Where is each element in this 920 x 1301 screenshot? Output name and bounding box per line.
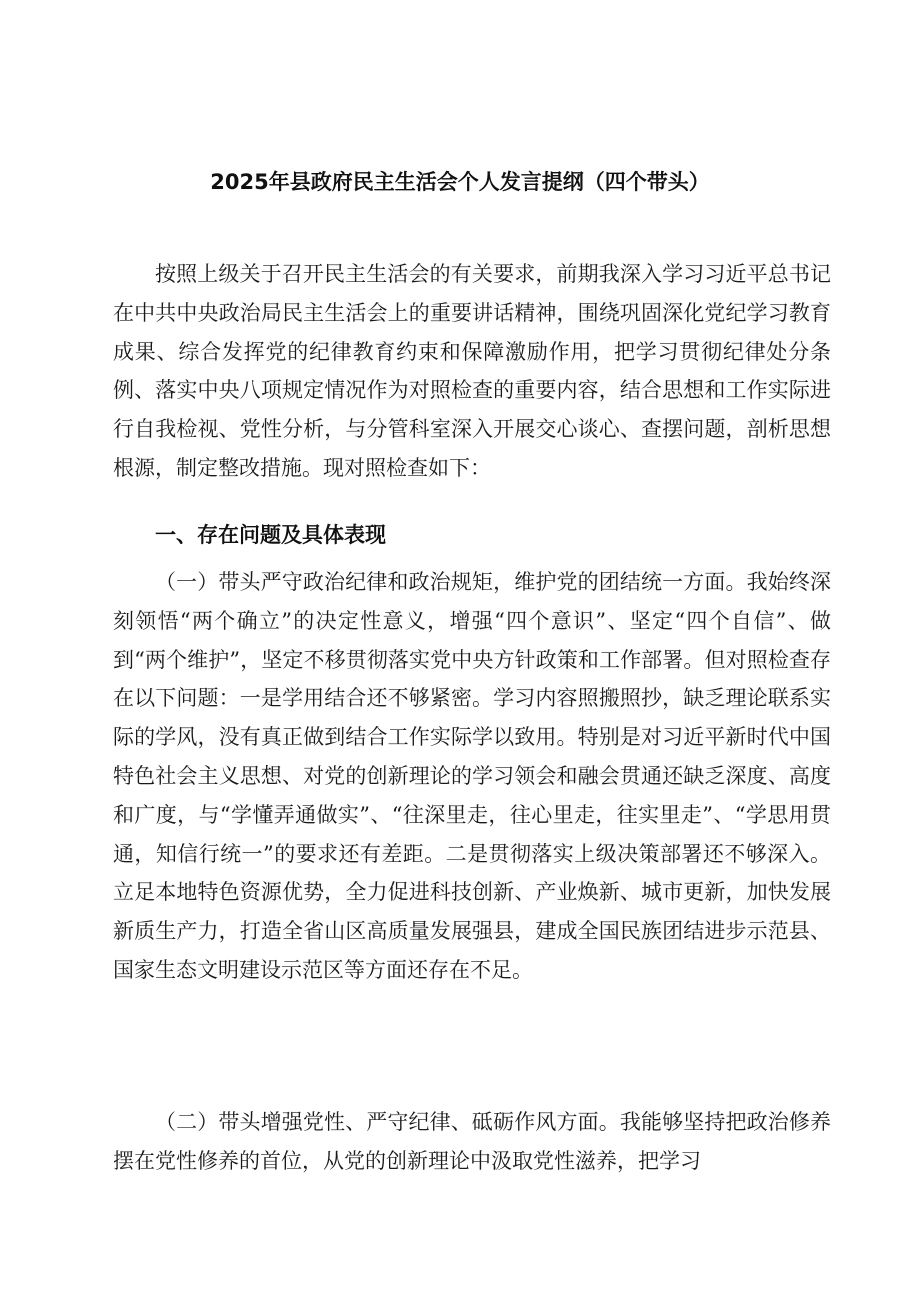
document-title: 2025年县政府民主生活会个人发言提纲（四个带头） [210,170,710,194]
item-paragraph-1: （一）带头严守政治纪律和政治规矩，维护党的团结统一方面。我始终深刻领悟“两个确立”的决定性意义，增强“四个意识”、坚定“四个自信”、做到“两个维护”，坚定不移贯彻落实党中央方针政策和工作部署。但对照检查存在以下问题：一是学用结合还不够紧密。学习内容照搬照抄，缺乏理论联系实际的学风，没有真正做到结合工作实际学以致用。特别是对习近平新时代中国特色社会主义思想、对党的创新理论的学习领会和融会贯通还缺乏深度、高度和广度，与“学懂弄通做实”、“往深里走，往心里走，往实里走”、“学思用贯通，知信行统一”的要求还有差距。二是贯彻落实上级决策部署还不够深入。立足本地特色资源优势，全力促进科技创新、产业焕新、城市更新，加快发展新质生产力，打造全省山区高质量发展强县，建成全国民族团结进步示范县、国家生态文明建设示范区等方面还存在不足。 [113,570,831,982]
item-paragraph-2: （二）带头增强党性、严守纪律、砥砺作风方面。我能够坚持把政治修养摆在党性修养的首位，从党的创新理论中汲取党性滋养，把学习 [113,1110,831,1173]
intro-paragraph: 按照上级关于召开民主生活会的有关要求，前期我深入学习习近平总书记在中共中央政治局民主生活会上的重要讲话精神，围绕巩固深化党纪学习教育成果、综合发挥党的纪律教育约束和保障激励作用，把学习贯彻纪律处分条例、落实中央八项规定情况作为对照检查的重要内容，结合思想和工作实际进行自我检视、党性分析，与分管科室深入开展交心谈心、查摆问题，剖析思想根源，制定整改措施。现对照检查如下： [113,262,831,480]
section-heading-1: 一、存在问题及具体表现 [155,523,386,547]
